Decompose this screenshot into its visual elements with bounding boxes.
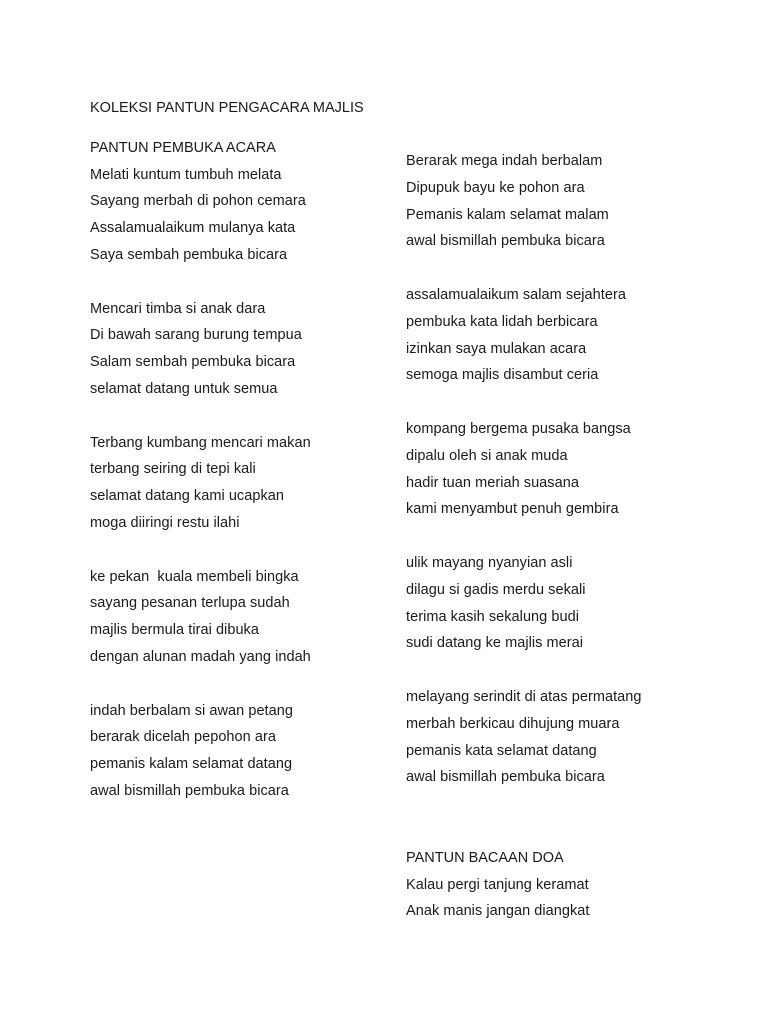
pantun-line: Di bawah sarang burung tempua (90, 327, 302, 344)
pantun-line: Kalau pergi tanjung keramat (406, 876, 589, 893)
pantun-line: indah berbalam si awan petang (90, 702, 293, 719)
stanza-gap (90, 537, 420, 564)
pantun-line: sayang pesanan terlupa sudah (90, 595, 290, 612)
pantun-stanza (90, 698, 420, 805)
stanza-gap (406, 255, 736, 282)
pantun-stanza (406, 416, 736, 523)
pantun-line: selamat datang kami ucapkan (90, 488, 284, 505)
pantun-line: pembuka kata lidah berbicara (406, 313, 598, 330)
pantun-line: dipalu oleh si anak muda (406, 447, 568, 464)
pantun-line: Berarak mega indah berbalam (406, 153, 603, 169)
pantun-line: majlis bermula tirai dibuka (90, 622, 259, 639)
pantun-stanza (406, 148, 736, 255)
pantun-line: selamat datang untuk semua (90, 380, 278, 397)
pantun-line: moga diiringi restu ilahi (90, 514, 240, 531)
pantun-line: hadir tuan meriah suasana (406, 474, 579, 491)
pantun-line: ulik mayang nyanyian asli (406, 554, 573, 571)
pantun-stanza (406, 550, 736, 657)
right-column (406, 148, 736, 925)
stanza-gap (406, 791, 736, 818)
pantun-line: Terbang kumbang mencari makan (90, 434, 311, 451)
pantun-line: Assalamualaikum mulanya kata (90, 220, 296, 237)
pantun-stanza (90, 296, 420, 403)
pantun-line: izinkan saya mulakan acara (406, 340, 587, 357)
pantun-line: kompang bergema pusaka bangsa (406, 420, 631, 437)
pantun-line: sudi datang ke majlis merai (406, 635, 584, 652)
stanza-gap (90, 671, 420, 698)
pantun-line: Mencari timba si anak dara (90, 300, 266, 317)
pantun-stanza (406, 282, 736, 389)
pantun-line: awal bismillah pembuka bicara (406, 233, 605, 250)
section-heading-bacaan-doa: PANTUN BACAAN DOA (406, 849, 564, 866)
pantun-line: merbah berkicau dihujung muara (406, 715, 620, 732)
pantun-stanza (406, 684, 736, 791)
left-column (90, 95, 420, 805)
pantun-line: awal bismillah pembuka bicara (406, 769, 605, 786)
pantun-line: Saya sembah pembuka bicara (90, 246, 288, 263)
pantun-line: Melati kuntum tumbuh melata (90, 166, 282, 183)
pantun-line: kami menyambut penuh gembira (406, 501, 619, 518)
pantun-line: ke pekan kuala membeli bingka (90, 568, 299, 585)
pantun-line: dengan alunan madah yang indah (90, 648, 311, 665)
stanza-gap (90, 403, 420, 430)
stanza-gap (90, 269, 420, 296)
pantun-line: Sayang merbah di pohon cemara (90, 193, 306, 210)
pantun-line: melayang serindit di atas permatang (406, 688, 642, 705)
document-title: KOLEKSI PANTUN PENGACARA MAJLIS (90, 100, 364, 116)
pantun-line: pemanis kalam selamat datang (90, 756, 293, 773)
pantun-line: dilagu si gadis merdu sekali (406, 581, 586, 598)
pantun-stanza (90, 162, 420, 269)
pantun-line: Anak manis jangan diangkat (406, 903, 590, 920)
pantun-line: assalamualaikum salam sejahtera (406, 286, 626, 303)
pantun-stanza (406, 872, 736, 926)
pantun-line: terima kasih sekalung budi (406, 608, 579, 625)
pantun-line: Pemanis kalam selamat malam (406, 206, 609, 223)
pantun-line: berarak dicelah pepohon ara (90, 729, 276, 746)
pantun-line: Salam sembah pembuka bicara (90, 354, 296, 371)
pantun-line: pemanis kata selamat datang (406, 742, 597, 759)
section-heading-pembuka-acara: PANTUN PEMBUKA ACARA (90, 139, 276, 156)
pantun-line: terbang seiring di tepi kali (90, 461, 256, 478)
pantun-stanza (90, 564, 420, 671)
stanza-gap (406, 818, 736, 845)
stanza-gap (406, 657, 736, 684)
stanza-gap (406, 523, 736, 550)
pantun-line: Dipupuk bayu ke pohon ara (406, 179, 585, 196)
pantun-line: awal bismillah pembuka bicara (90, 782, 289, 799)
pantun-line: semoga majlis disambut ceria (406, 367, 599, 384)
stanza-gap (406, 389, 736, 416)
pantun-stanza (90, 430, 420, 537)
